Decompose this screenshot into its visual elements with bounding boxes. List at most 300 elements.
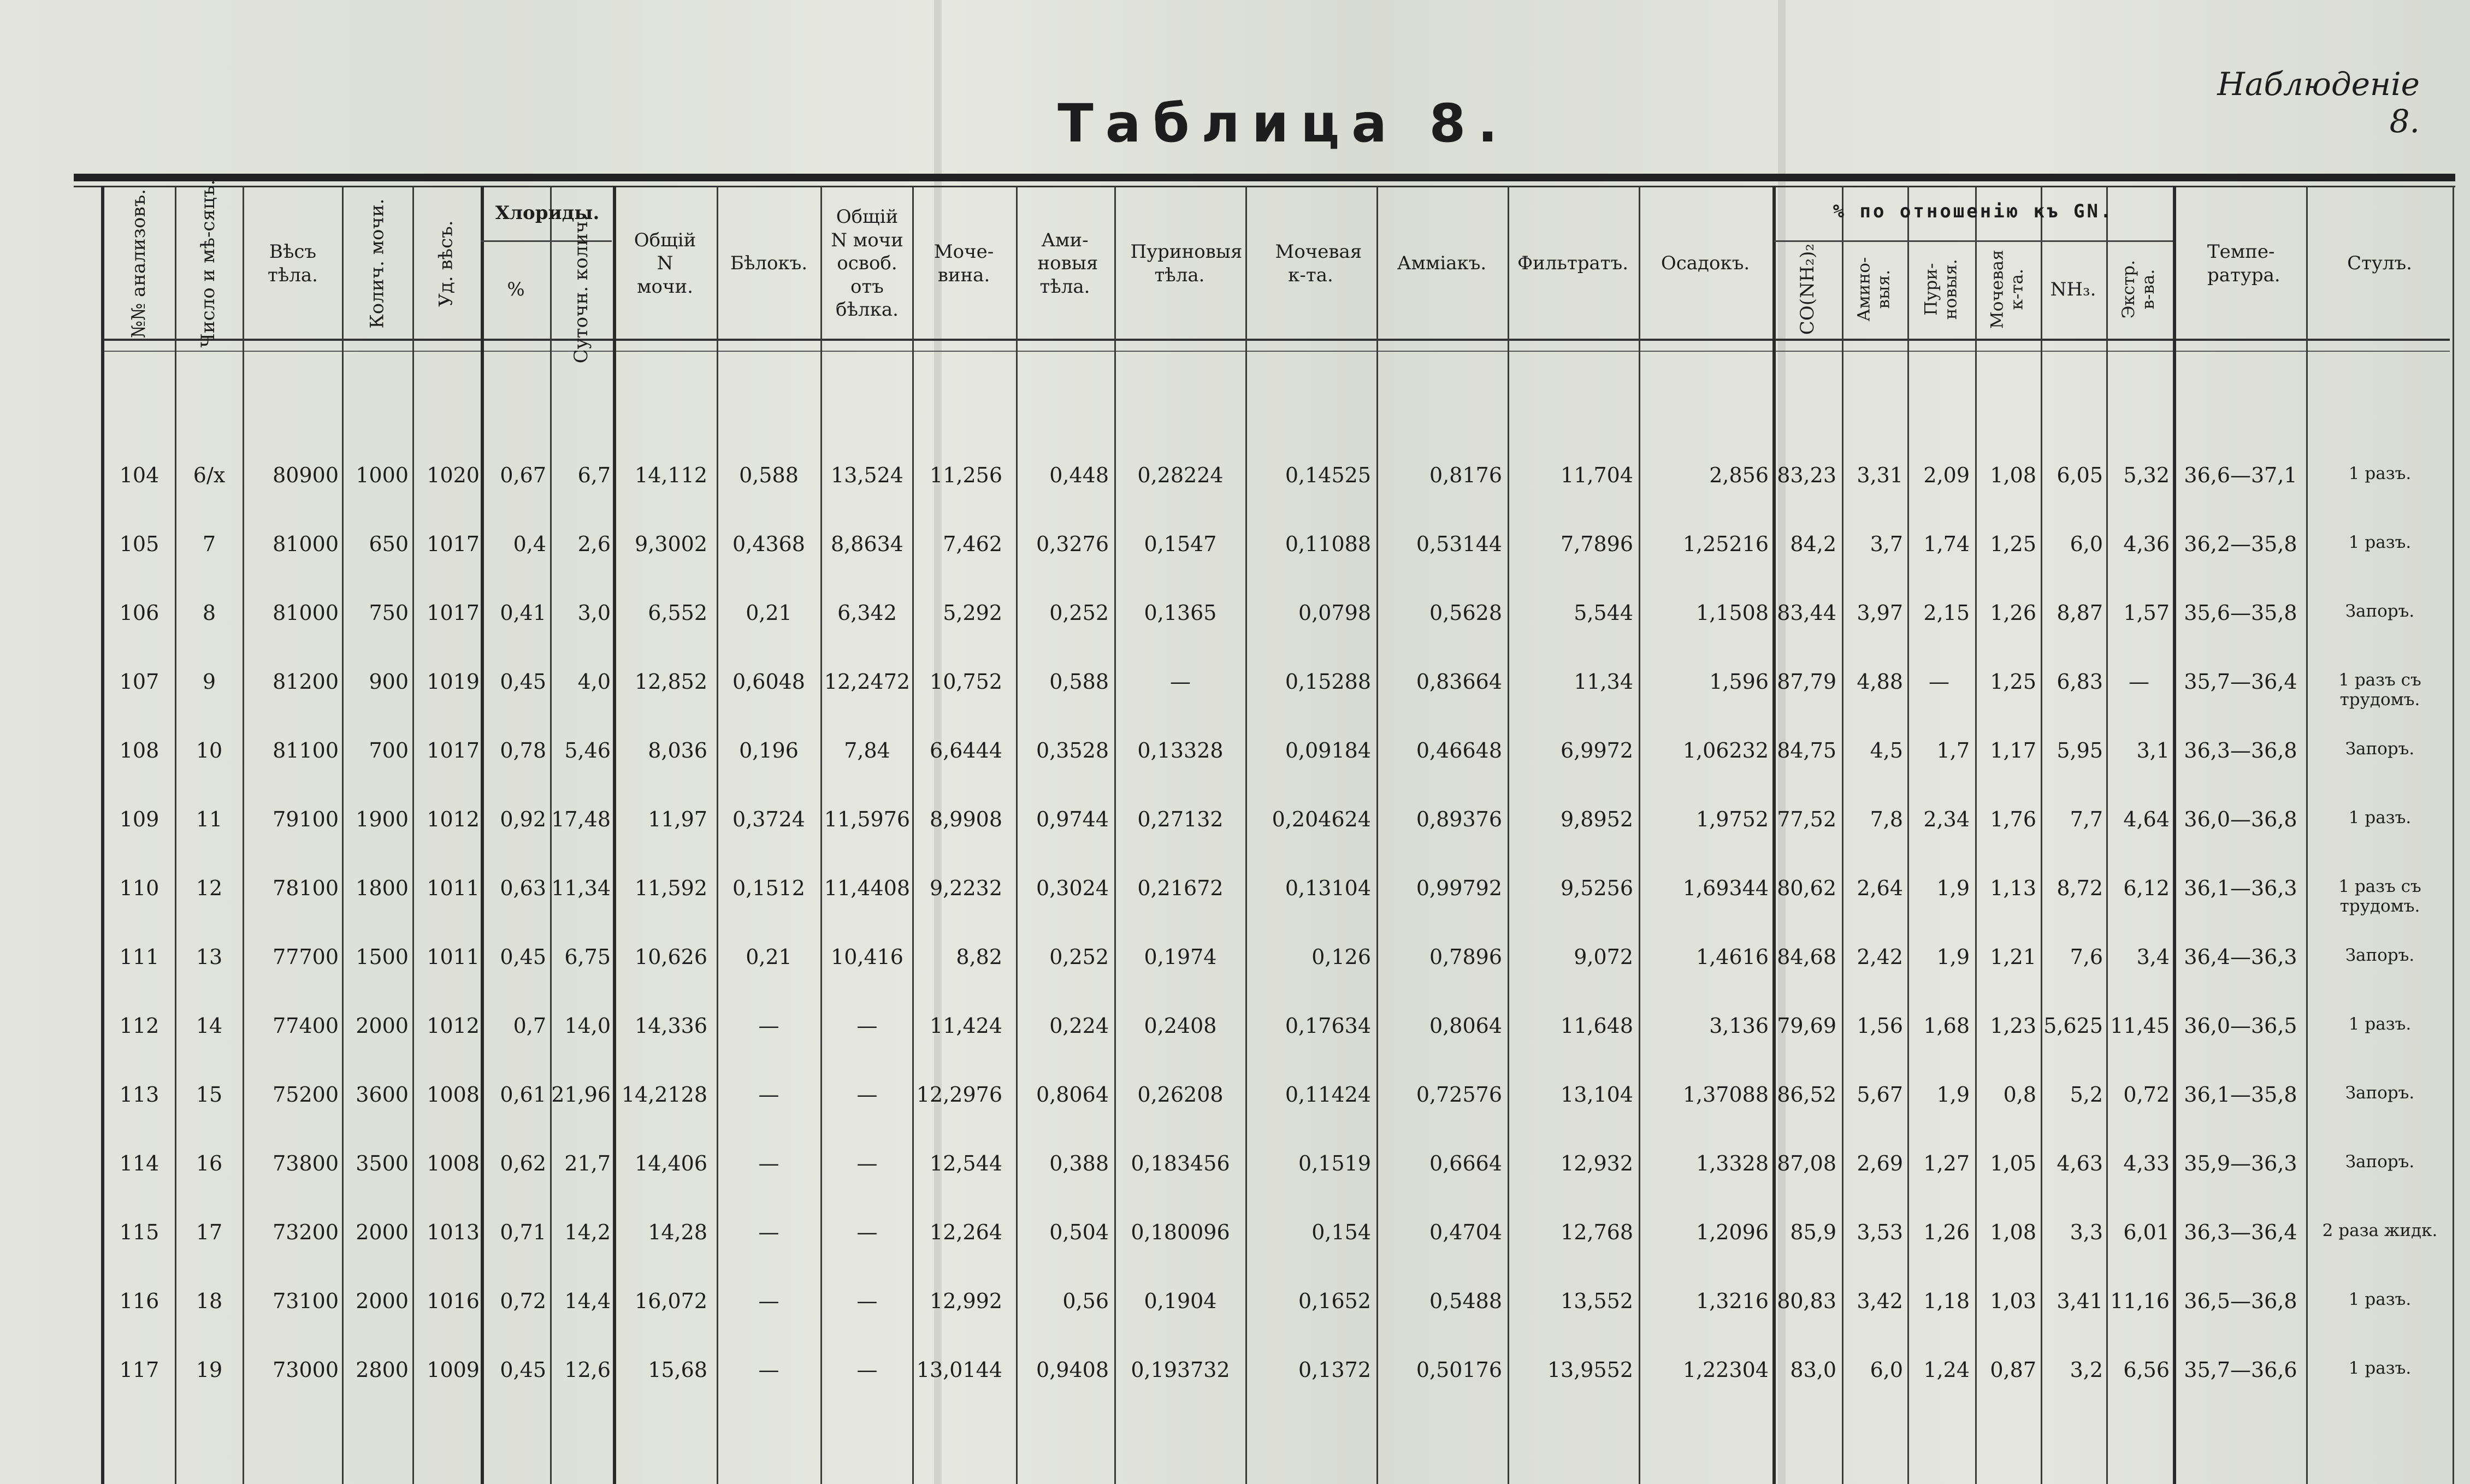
cell-temperature: 36,0—36,8 <box>2184 807 2297 831</box>
cell-chlorides-pct: 0,92 <box>500 807 546 831</box>
cell-pct-amino: 5,67 <box>1857 1083 1903 1107</box>
cell-urea: 13,0144 <box>916 1358 1002 1382</box>
cell-filtrate: 9,5256 <box>1561 876 1633 900</box>
cell-date: 11 <box>196 807 223 831</box>
cell-pct-extr: 5,32 <box>2123 463 2170 487</box>
cell-urine-qty: 2000 <box>356 1289 409 1313</box>
cell-temperature: 35,9—36,3 <box>2184 1151 2297 1175</box>
cell-protein: 0,6048 <box>732 670 805 694</box>
top-rule-thin <box>74 186 2455 187</box>
cell-pct-amino: 2,64 <box>1857 876 1903 900</box>
cell-pct-nh3: 3,3 <box>2070 1220 2103 1244</box>
cell-n-free: — <box>856 1220 878 1244</box>
cell-pct-uric: 1,21 <box>1990 945 2036 969</box>
cell-stool: Запоръ. <box>2345 739 2415 759</box>
cell-amino: 0,388 <box>1049 1151 1109 1175</box>
cell-pct-nh3: 3,41 <box>2057 1289 2103 1313</box>
cell-body-weight: 75200 <box>273 1083 339 1107</box>
cell-filtrate: 11,34 <box>1574 670 1633 694</box>
cell-total-n: 8,036 <box>648 738 707 762</box>
header-rule-thin <box>101 351 2450 352</box>
cell-pct-purine: 1,7 <box>1936 738 1970 762</box>
cell-pct-extr: 11,16 <box>2110 1289 2170 1313</box>
cell-pct-extr: 3,4 <box>2136 945 2170 969</box>
cell-pct-nh3: 5,2 <box>2070 1083 2103 1107</box>
cell-filtrate: 7,7896 <box>1561 532 1633 556</box>
cell-chlorides-daily: 11,34 <box>551 876 611 900</box>
cell-pct-urea: 79,69 <box>1777 1014 1836 1038</box>
cell-temperature: 36,5—36,8 <box>2184 1289 2297 1313</box>
cell-temperature: 36,4—36,3 <box>2184 945 2297 969</box>
cell-specific-gravity: 1012 <box>427 807 480 831</box>
cell-pct-amino: 7,8 <box>1870 807 1903 831</box>
cell-ammonia: 0,5488 <box>1429 1289 1502 1313</box>
cell-chlorides-pct: 0,67 <box>500 463 546 487</box>
cell-pct-urea: 84,75 <box>1777 738 1836 762</box>
header-chlorides-daily: Суточн. колич. <box>570 215 593 364</box>
cell-date: 14 <box>196 1014 223 1038</box>
cell-body-weight: 81100 <box>273 738 339 762</box>
cell-urea: 8,9908 <box>930 807 1002 831</box>
cell-temperature: 35,6—35,8 <box>2184 601 2297 625</box>
cell-date: 9 <box>202 670 216 694</box>
cell-ammonia: 0,7896 <box>1429 945 1502 969</box>
cell-urine-qty: 3500 <box>356 1151 409 1175</box>
header-amino: Ами-новыя тѣла. <box>1037 229 1098 298</box>
cell-uric-acid: 0,09184 <box>1285 738 1371 762</box>
cell-pct-urea: 83,44 <box>1777 601 1836 625</box>
cell-total-n: 14,406 <box>635 1151 707 1175</box>
cell-date: 15 <box>196 1083 223 1107</box>
cell-urine-qty: 3600 <box>356 1083 409 1107</box>
cell-stool: 1 разъ. <box>2348 464 2412 483</box>
cell-chlorides-pct: 0,4 <box>513 532 546 556</box>
cell-pct-purine: 1,9 <box>1936 945 1970 969</box>
cell-chlorides-pct: 0,7 <box>513 1014 546 1038</box>
cell-n-free: 12,2472 <box>824 670 911 694</box>
cell-pct-purine: 2,34 <box>1923 807 1970 831</box>
header-filtrate: Фильтратъ. <box>1517 252 1629 275</box>
cell-chlorides-daily: 14,4 <box>564 1289 611 1313</box>
cell-sediment: 1,1508 <box>1696 601 1769 625</box>
cell-pct-purine: 1,74 <box>1923 532 1970 556</box>
cell-filtrate: 13,104 <box>1561 1083 1633 1107</box>
cell-pct-uric: 0,87 <box>1990 1358 2036 1382</box>
cell-pct-purine: 1,68 <box>1923 1014 1970 1038</box>
cell-sediment: 1,06232 <box>1682 738 1769 762</box>
cell-date: 12 <box>196 876 223 900</box>
cell-urine-qty: 750 <box>369 601 409 625</box>
cell-total-n: 16,072 <box>635 1289 707 1313</box>
cell-chlorides-daily: 6,75 <box>564 945 611 969</box>
cell-stool: Запоръ. <box>2345 1152 2415 1172</box>
cell-ammonia: 0,83664 <box>1416 670 1502 694</box>
cell-sediment: 1,4616 <box>1696 945 1769 969</box>
cell-n-free: 11,4408 <box>824 876 911 900</box>
cell-chlorides-daily: 21,7 <box>564 1151 611 1175</box>
cell-stool: Запоръ. <box>2345 601 2415 621</box>
cell-urea: 12,992 <box>930 1289 1002 1313</box>
header-stool: Стулъ. <box>2347 252 2412 275</box>
cell-uric-acid: 0,204624 <box>1272 807 1371 831</box>
cell-pct-uric: 1,08 <box>1990 463 2036 487</box>
cell-pct-uric: 1,08 <box>1990 1220 2036 1244</box>
cell-pct-uric: 1,26 <box>1990 601 2036 625</box>
cell-pct-purine: 2,09 <box>1923 463 1970 487</box>
cell-temperature: 36,3—36,8 <box>2184 738 2297 762</box>
cell-analysis-no: 107 <box>119 670 159 694</box>
cell-chlorides-pct: 0,71 <box>500 1220 546 1244</box>
cell-date: 6/x <box>193 463 226 487</box>
cell-pct-urea: 85,9 <box>1790 1220 1836 1244</box>
cell-date: 7 <box>202 532 216 556</box>
cell-pct-urea: 83,23 <box>1777 463 1836 487</box>
cell-stool: 1 разъ. <box>2348 1014 2412 1034</box>
cell-pct-purine: 1,18 <box>1923 1289 1970 1313</box>
cell-pct-extr: 11,45 <box>2110 1014 2170 1038</box>
cell-pct-nh3: 6,83 <box>2057 670 2103 694</box>
cell-total-n: 11,97 <box>648 807 707 831</box>
cell-amino: 0,504 <box>1049 1220 1109 1244</box>
cell-pct-extr: 4,33 <box>2123 1151 2170 1175</box>
cell-temperature: 35,7—36,6 <box>2184 1358 2297 1382</box>
cell-pct-extr: 1,57 <box>2123 601 2170 625</box>
header-purine: Пуриновыя тѣла. <box>1130 241 1243 286</box>
cell-amino: 0,448 <box>1049 463 1109 487</box>
cell-protein: 0,3724 <box>732 807 805 831</box>
cell-pct-extr: 4,64 <box>2123 807 2170 831</box>
cell-amino: 0,9408 <box>1036 1358 1109 1382</box>
cell-chlorides-pct: 0,72 <box>500 1289 546 1313</box>
cell-ammonia: 0,8176 <box>1429 463 1502 487</box>
header-pct-purine: Пури-новыя. <box>1921 259 1960 320</box>
cell-uric-acid: 0,1372 <box>1298 1358 1371 1382</box>
cell-pct-amino: 1,56 <box>1857 1014 1903 1038</box>
cell-stool: 1 разъ съ трудомъ. <box>2338 670 2421 710</box>
cell-n-free: — <box>856 1358 878 1382</box>
cell-urea: 8,82 <box>956 945 1002 969</box>
cell-protein: 0,196 <box>739 738 799 762</box>
cell-date: 17 <box>196 1220 223 1244</box>
cell-urine-qty: 700 <box>369 738 409 762</box>
cell-body-weight: 79100 <box>273 807 339 831</box>
cell-pct-amino: 3,7 <box>1870 532 1903 556</box>
cell-purine: 0,2408 <box>1144 1014 1217 1038</box>
header-pct-extractives: Экстр. в-ва. <box>2118 260 2158 319</box>
header-pct-amino: Амино-выя. <box>1854 257 1894 322</box>
cell-n-free: 7,84 <box>844 738 890 762</box>
cell-pct-urea: 83,0 <box>1790 1358 1836 1382</box>
cell-body-weight: 73200 <box>273 1220 339 1244</box>
cell-ammonia: 0,53144 <box>1416 532 1502 556</box>
cell-amino: 0,3276 <box>1036 532 1109 556</box>
header-specific-gravity: Уд. вѣсъ. <box>435 220 457 307</box>
cell-urea: 6,6444 <box>930 738 1002 762</box>
cell-filtrate: 12,768 <box>1561 1220 1633 1244</box>
cell-pct-uric: 1,05 <box>1990 1151 2036 1175</box>
cell-uric-acid: 0,11424 <box>1285 1083 1371 1107</box>
column-rule <box>2306 186 2308 1484</box>
cell-pct-urea: 80,83 <box>1777 1289 1836 1313</box>
header-protein: Бѣлокъ. <box>730 252 808 275</box>
cell-pct-uric: 1,03 <box>1990 1289 2036 1313</box>
cell-total-n: 14,112 <box>635 463 707 487</box>
cell-protein: — <box>758 1083 779 1107</box>
cell-pct-extr: 6,01 <box>2123 1220 2170 1244</box>
header-urea: Моче-вина. <box>933 241 994 286</box>
cell-n-free: 10,416 <box>831 945 903 969</box>
cell-purine: 0,1974 <box>1144 945 1217 969</box>
cell-amino: 0,9744 <box>1036 807 1109 831</box>
cell-chlorides-pct: 0,45 <box>500 1358 546 1382</box>
header-date: Число и мѣ-сяцъ. <box>197 179 220 348</box>
cell-body-weight: 77700 <box>273 945 339 969</box>
cell-sediment: 1,2096 <box>1696 1220 1769 1244</box>
cell-urine-qty: 1800 <box>356 876 409 900</box>
cell-pct-amino: 3,31 <box>1857 463 1903 487</box>
cell-temperature: 35,7—36,4 <box>2184 670 2297 694</box>
cell-analysis-no: 117 <box>119 1358 159 1382</box>
cell-uric-acid: 0,154 <box>1311 1220 1371 1244</box>
cell-chlorides-daily: 14,2 <box>564 1220 611 1244</box>
cell-purine: 0,27132 <box>1137 807 1224 831</box>
cell-specific-gravity: 1008 <box>427 1151 480 1175</box>
cell-chlorides-daily: 3,0 <box>577 601 611 625</box>
cell-pct-extr: 3,1 <box>2136 738 2170 762</box>
cell-pct-nh3: 6,0 <box>2070 532 2103 556</box>
cell-body-weight: 73800 <box>273 1151 339 1175</box>
cell-chlorides-pct: 0,62 <box>500 1151 546 1175</box>
cell-analysis-no: 110 <box>119 876 159 900</box>
header-uric-acid: Мочевая к-та. <box>1275 241 1362 286</box>
cell-body-weight: 80900 <box>273 463 339 487</box>
cell-pct-nh3: 7,7 <box>2070 807 2103 831</box>
cell-urea: 12,264 <box>930 1220 1002 1244</box>
cell-analysis-no: 104 <box>119 463 159 487</box>
cell-body-weight: 73000 <box>273 1358 339 1382</box>
cell-purine: 0,193732 <box>1131 1358 1230 1382</box>
header-rule <box>101 339 2450 341</box>
header-pct-nh3: NH₃. <box>2050 278 2096 300</box>
cell-pct-purine: 1,24 <box>1923 1358 1970 1382</box>
cell-analysis-no: 114 <box>119 1151 159 1175</box>
cell-body-weight: 78100 <box>273 876 339 900</box>
cell-protein: 0,21 <box>746 601 792 625</box>
cell-pct-uric: 1,25 <box>1990 532 2036 556</box>
cell-specific-gravity: 1008 <box>427 1083 480 1107</box>
header-percent-group: % по отношенію къ GN. <box>1833 200 2114 223</box>
cell-uric-acid: 0,11088 <box>1285 532 1371 556</box>
cell-purine: 0,1365 <box>1144 601 1217 625</box>
cell-total-n: 12,852 <box>635 670 707 694</box>
cell-total-n: 15,68 <box>648 1358 707 1382</box>
cell-sediment: 2,856 <box>1709 463 1769 487</box>
cell-pct-purine: 1,9 <box>1936 1083 1970 1107</box>
cell-n-free: — <box>856 1083 878 1107</box>
cell-pct-uric: 0,8 <box>2003 1083 2036 1107</box>
cell-uric-acid: 0,1652 <box>1298 1289 1371 1313</box>
cell-total-n: 6,552 <box>648 601 707 625</box>
cell-analysis-no: 115 <box>119 1220 159 1244</box>
cell-pct-purine: 1,9 <box>1936 876 1970 900</box>
cell-sediment: 1,596 <box>1709 670 1769 694</box>
cell-body-weight: 77400 <box>273 1014 339 1038</box>
column-rule <box>2453 186 2454 1484</box>
cell-urea: 7,462 <box>943 532 1002 556</box>
cell-pct-nh3: 8,87 <box>2057 601 2103 625</box>
cell-specific-gravity: 1017 <box>427 532 480 556</box>
cell-protein: 0,4368 <box>732 532 805 556</box>
cell-pct-extr: — <box>2129 670 2149 694</box>
header-n-free: Общій N мочи освоб. отъ бѣлка. <box>831 206 903 321</box>
cell-pct-extr: 6,56 <box>2123 1358 2170 1382</box>
cell-ammonia: 0,99792 <box>1416 876 1502 900</box>
cell-specific-gravity: 1019 <box>427 670 480 694</box>
cell-stool: 1 разъ. <box>2348 1290 2412 1309</box>
cell-urea: 12,2976 <box>916 1083 1002 1107</box>
cell-pct-urea: 84,2 <box>1790 532 1836 556</box>
cell-specific-gravity: 1011 <box>427 945 480 969</box>
cell-amino: 0,252 <box>1049 601 1109 625</box>
cell-filtrate: 6,9972 <box>1561 738 1633 762</box>
cell-analysis-no: 113 <box>119 1083 159 1107</box>
cell-pct-uric: 1,23 <box>1990 1014 2036 1038</box>
cell-date: 18 <box>196 1289 223 1313</box>
cell-protein: 0,21 <box>746 945 792 969</box>
header-urine-quantity: Колич. мочи. <box>365 198 388 329</box>
cell-purine: 0,26208 <box>1137 1083 1224 1107</box>
cell-specific-gravity: 1016 <box>427 1289 480 1313</box>
cell-sediment: 1,3328 <box>1696 1151 1769 1175</box>
cell-pct-urea: 84,68 <box>1777 945 1836 969</box>
observation-label: Наблюденіе 8. <box>2217 66 2420 140</box>
cell-amino: 0,3024 <box>1036 876 1109 900</box>
cell-amino: 0,3528 <box>1036 738 1109 762</box>
cell-n-free: 6,342 <box>837 601 897 625</box>
cell-pct-purine: 1,27 <box>1923 1151 1970 1175</box>
cell-date: 8 <box>202 601 216 625</box>
cell-amino: 0,8064 <box>1036 1083 1109 1107</box>
cell-protein: — <box>758 1358 779 1382</box>
cell-urea: 10,752 <box>930 670 1002 694</box>
cell-purine: 0,183456 <box>1131 1151 1230 1175</box>
cell-analysis-no: 111 <box>119 945 159 969</box>
cell-amino: 0,252 <box>1049 945 1109 969</box>
cell-pct-urea: 80,62 <box>1777 876 1836 900</box>
cell-total-n: 14,2128 <box>621 1083 707 1107</box>
cell-chlorides-pct: 0,45 <box>500 945 546 969</box>
cell-temperature: 36,1—35,8 <box>2184 1083 2297 1107</box>
header-body-weight: Вѣсъ тѣла. <box>268 241 318 286</box>
cell-purine: 0,28224 <box>1137 463 1224 487</box>
cell-specific-gravity: 1017 <box>427 738 480 762</box>
cell-purine: 0,1547 <box>1144 532 1217 556</box>
cell-urine-qty: 650 <box>369 532 409 556</box>
header-total-n: Общій N мочи. <box>634 229 696 298</box>
cell-sediment: 1,9752 <box>1696 807 1769 831</box>
cell-purine: 0,180096 <box>1131 1220 1230 1244</box>
cell-pct-amino: 2,42 <box>1857 945 1903 969</box>
cell-sediment: 1,69344 <box>1682 876 1769 900</box>
cell-body-weight: 81200 <box>273 670 339 694</box>
cell-body-weight: 73100 <box>273 1289 339 1313</box>
table-title: Таблица 8. <box>1057 93 1510 154</box>
cell-sediment: 1,25216 <box>1682 532 1769 556</box>
cell-urea: 11,256 <box>930 463 1002 487</box>
cell-stool: 2 раза жидк. <box>2322 1221 2438 1240</box>
cell-analysis-no: 109 <box>119 807 159 831</box>
cell-uric-acid: 0,126 <box>1311 945 1371 969</box>
cell-pct-nh3: 6,05 <box>2057 463 2103 487</box>
cell-temperature: 36,3—36,4 <box>2184 1220 2297 1244</box>
cell-pct-uric: 1,76 <box>1990 807 2036 831</box>
cell-sediment: 3,136 <box>1709 1014 1769 1038</box>
cell-pct-nh3: 8,72 <box>2057 876 2103 900</box>
cell-pct-amino: 4,5 <box>1870 738 1903 762</box>
cell-body-weight: 81000 <box>273 532 339 556</box>
cell-temperature: 36,0—36,5 <box>2184 1014 2297 1038</box>
cell-pct-amino: 2,69 <box>1857 1151 1903 1175</box>
cell-temperature: 36,6—37,1 <box>2184 463 2297 487</box>
cell-chlorides-daily: 12,6 <box>564 1358 611 1382</box>
cell-pct-urea: 87,08 <box>1777 1151 1836 1175</box>
cell-analysis-no: 106 <box>119 601 159 625</box>
cell-total-n: 14,28 <box>648 1220 707 1244</box>
cell-body-weight: 81000 <box>273 601 339 625</box>
cell-pct-uric: 1,25 <box>1990 670 2036 694</box>
cell-specific-gravity: 1013 <box>427 1220 480 1244</box>
cell-temperature: 36,1—36,3 <box>2184 876 2297 900</box>
cell-date: 19 <box>196 1358 223 1382</box>
cell-uric-acid: 0,13104 <box>1285 876 1371 900</box>
cell-chlorides-daily: 14,0 <box>564 1014 611 1038</box>
cell-n-free: — <box>856 1289 878 1313</box>
cell-pct-extr: 4,36 <box>2123 532 2170 556</box>
cell-amino: 0,588 <box>1049 670 1109 694</box>
cell-filtrate: 9,8952 <box>1561 807 1633 831</box>
cell-ammonia: 0,46648 <box>1416 738 1502 762</box>
cell-pct-amino: 6,0 <box>1870 1358 1903 1382</box>
cell-filtrate: 13,9552 <box>1547 1358 1633 1382</box>
cell-protein: 0,1512 <box>732 876 805 900</box>
cell-protein: 0,588 <box>739 463 799 487</box>
cell-purine: 0,13328 <box>1137 738 1224 762</box>
cell-pct-nh3: 5,625 <box>2043 1014 2103 1038</box>
cell-filtrate: 11,704 <box>1561 463 1633 487</box>
cell-sediment: 1,22304 <box>1682 1358 1769 1382</box>
cell-specific-gravity: 1012 <box>427 1014 480 1038</box>
cell-protein: — <box>758 1220 779 1244</box>
cell-analysis-no: 116 <box>119 1289 159 1313</box>
cell-pct-urea: 77,52 <box>1777 807 1836 831</box>
cell-specific-gravity: 1011 <box>427 876 480 900</box>
cell-pct-nh3: 3,2 <box>2070 1358 2103 1382</box>
cell-purine: 0,21672 <box>1137 876 1224 900</box>
cell-n-free: 13,524 <box>831 463 903 487</box>
cell-pct-extr: 0,72 <box>2123 1083 2170 1107</box>
cell-urine-qty: 1500 <box>356 945 409 969</box>
cell-chlorides-pct: 0,63 <box>500 876 546 900</box>
cell-filtrate: 11,648 <box>1561 1014 1633 1038</box>
cell-analysis-no: 105 <box>119 532 159 556</box>
cell-total-n: 14,336 <box>635 1014 707 1038</box>
cell-date: 16 <box>196 1151 223 1175</box>
cell-urine-qty: 2000 <box>356 1014 409 1038</box>
cell-amino: 0,224 <box>1049 1014 1109 1038</box>
cell-chlorides-pct: 0,41 <box>500 601 546 625</box>
cell-chlorides-pct: 0,45 <box>500 670 546 694</box>
cell-total-n: 10,626 <box>635 945 707 969</box>
